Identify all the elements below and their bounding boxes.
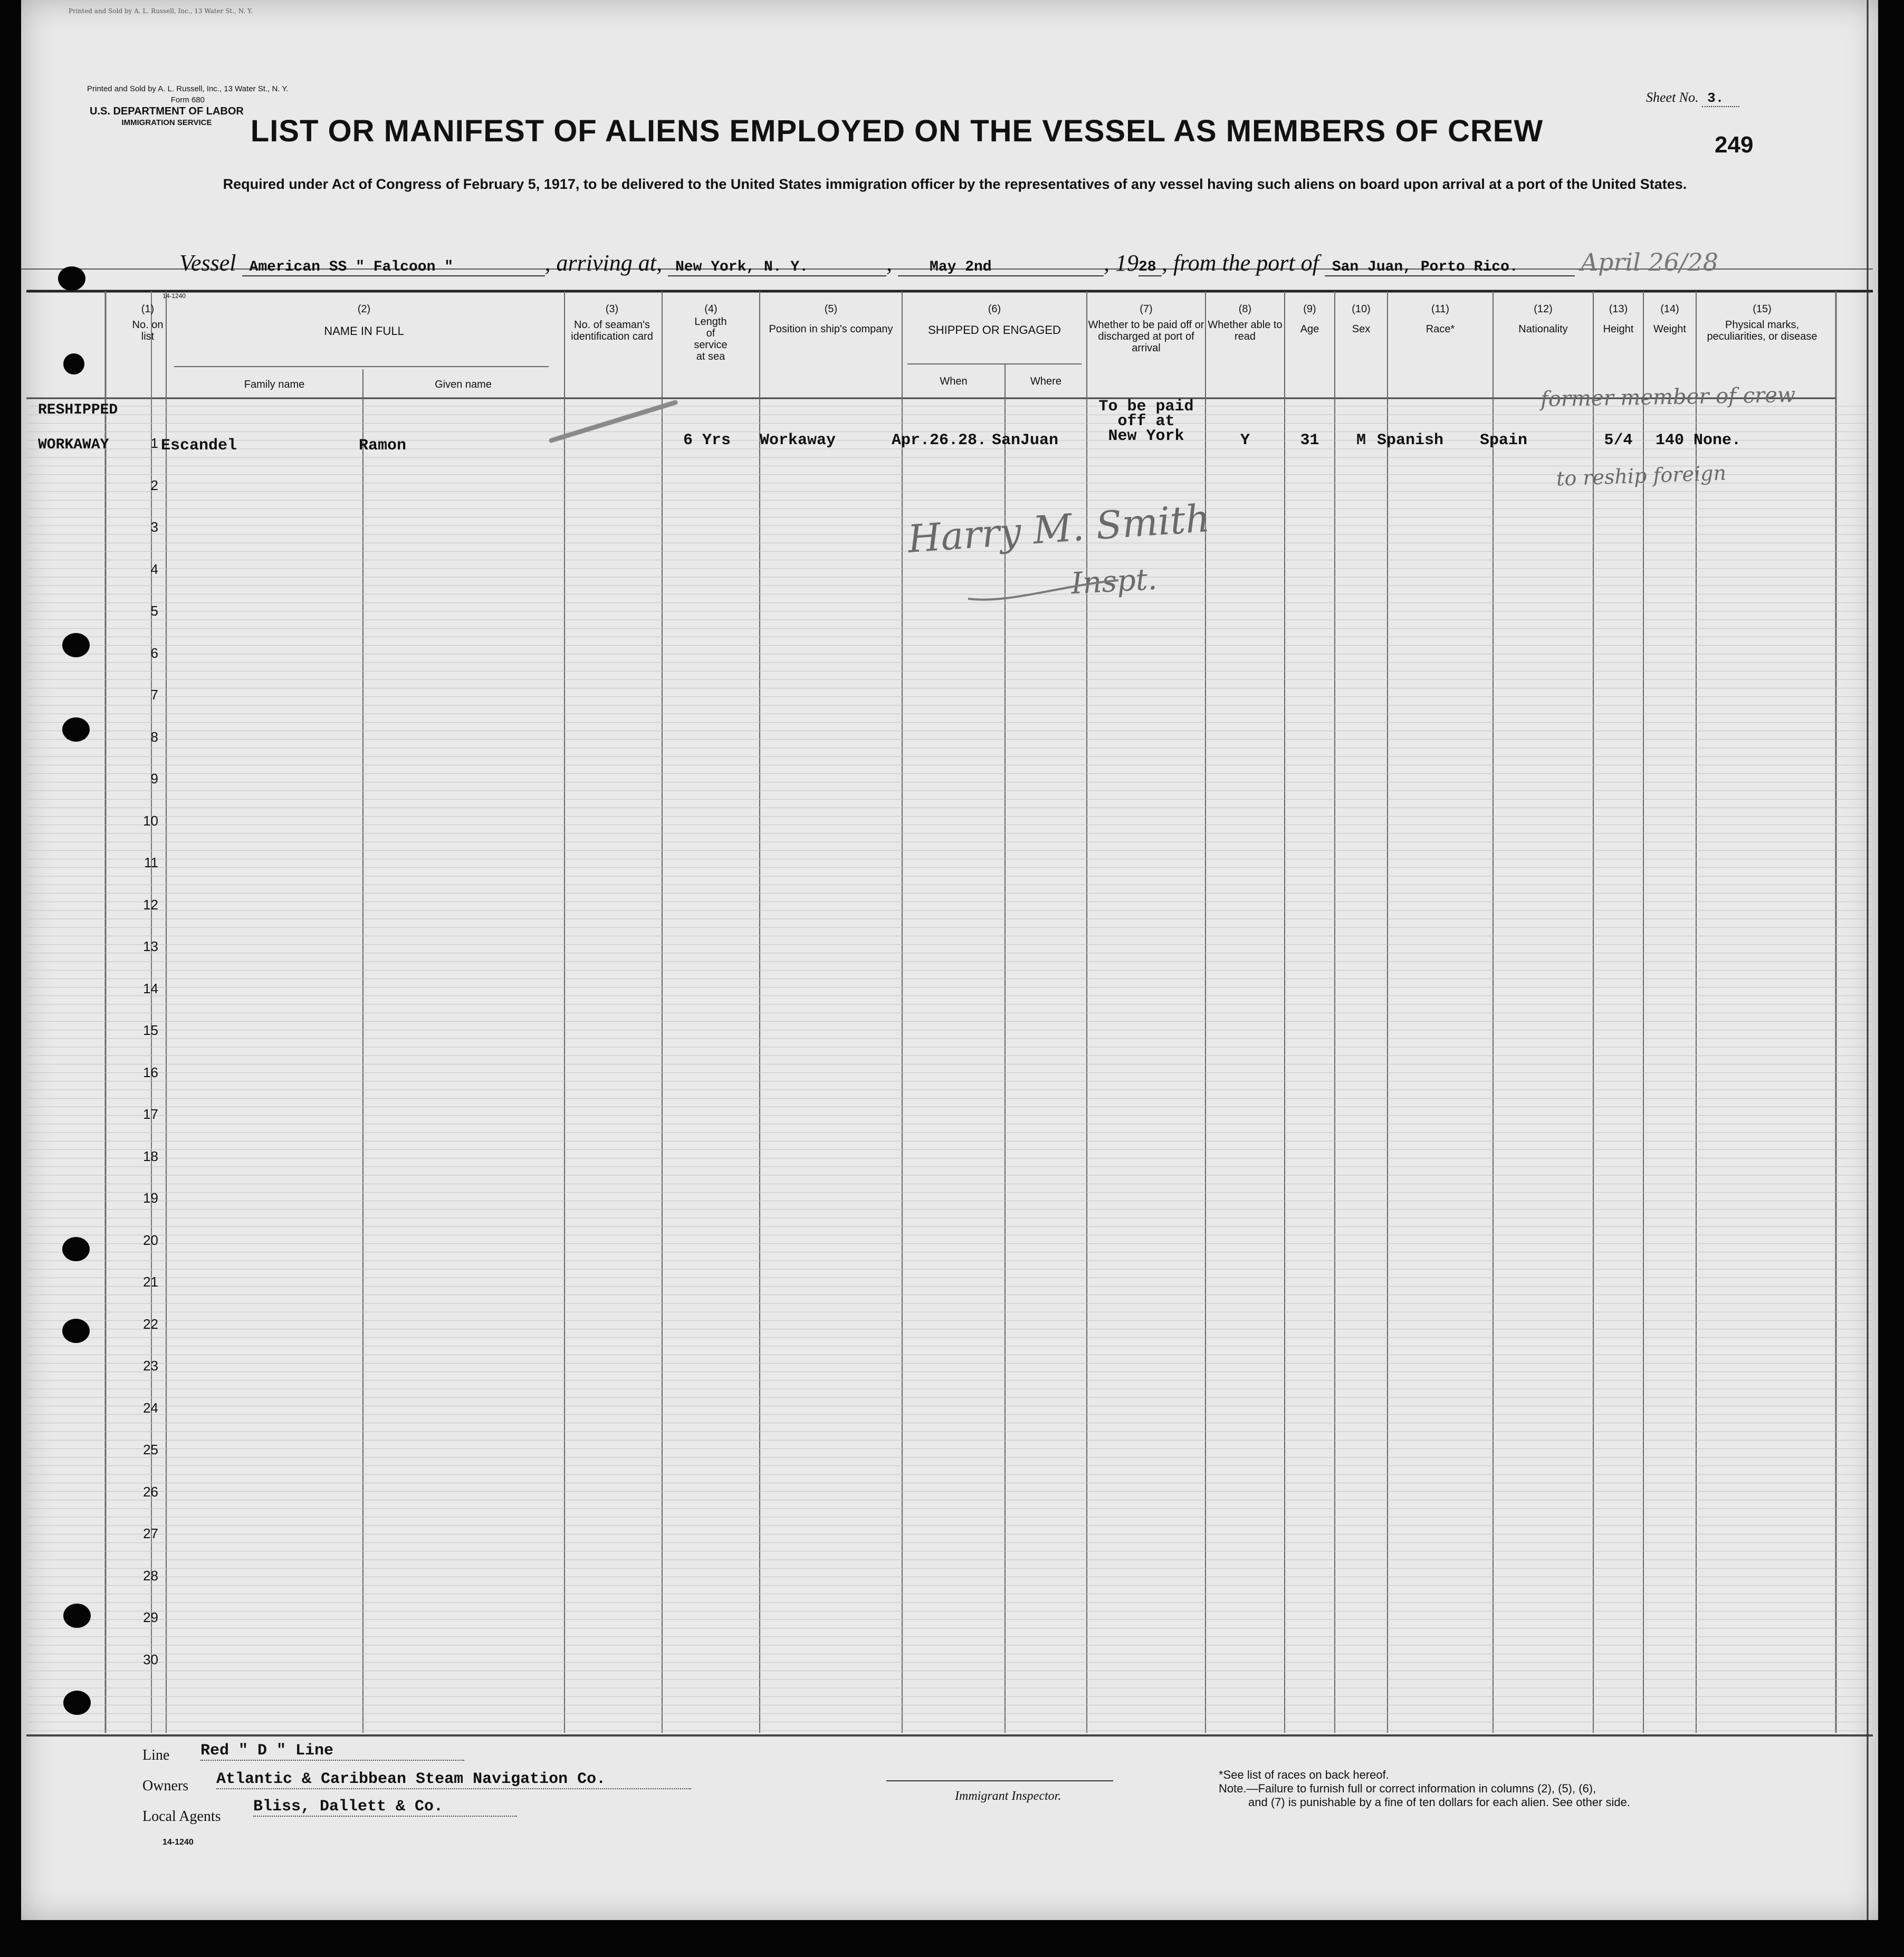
footer-agents-value: Bliss, Dallett & Co. <box>253 1798 517 1817</box>
footer-note-3: and (7) is punishable by a fine of ten dollars for each alien. See other side. <box>1248 1796 1631 1809</box>
entry-where: SanJuan <box>992 431 1059 449</box>
col8-number: (8) <box>1238 303 1252 315</box>
col14-label: Weight <box>1653 323 1686 335</box>
col4-label: Length of service at sea <box>694 316 728 362</box>
reshipped-note: RESHIPPED <box>38 402 118 418</box>
col4-header <box>662 303 760 362</box>
page-number: 249 <box>1715 132 1754 158</box>
col8-label: Whether able to read <box>1208 319 1283 342</box>
arriving-value: New York, N. Y. <box>668 259 886 276</box>
paid-off-line3: New York <box>1108 427 1184 445</box>
col2b-label: Given name <box>435 379 492 390</box>
entry-position: Workaway <box>760 431 836 449</box>
row-number: 28 <box>143 1567 158 1584</box>
row-number: 27 <box>143 1526 158 1541</box>
col5-header <box>760 303 902 335</box>
year-prefix: , 19 <box>1103 250 1138 276</box>
col14-header <box>1643 303 1696 335</box>
entry-family-name: Escandel <box>161 437 237 455</box>
footer-note-2: Note.—Failure to furnish full or correct information in columns (2), (5), (6), <box>1219 1782 1596 1795</box>
inspector-label: Immigrant Inspector. <box>955 1789 1061 1803</box>
punch-hole <box>63 1691 91 1715</box>
punch-hole <box>58 266 85 291</box>
row-number: 24 <box>143 1399 158 1416</box>
col3-number: (3) <box>605 303 619 315</box>
col6a-label: When <box>940 376 968 387</box>
vessel-value: American SS " Falcoon " <box>242 259 545 276</box>
row-number: 3 <box>150 519 158 535</box>
sheet-number-label: Sheet No. <box>1646 90 1699 105</box>
col13-label: Height <box>1603 323 1634 335</box>
year-value: 28 <box>1138 259 1162 276</box>
col12-header <box>1493 303 1593 335</box>
inspector-signature-line <box>886 1780 1113 1781</box>
entry-when: Apr.26.28. <box>892 431 987 449</box>
row-number: 20 <box>143 1232 158 1248</box>
col10-number: (10) <box>1352 303 1371 315</box>
punch-hole <box>62 1319 90 1343</box>
col5-number: (5) <box>824 303 838 315</box>
col8-header <box>1205 303 1285 342</box>
page-subtitle: Required under Act of Congress of February 5, 1917, to be delivered to the United States immigration officer by the representatives of any vessel having such aliens on board upon arrival at a port of the United States. <box>223 176 1687 192</box>
col15-label: Physical marks, peculiarities, or disease <box>1707 319 1817 342</box>
col11-number: (11) <box>1431 303 1450 315</box>
col7-header <box>1087 303 1205 354</box>
entry-race: Spanish <box>1377 431 1444 449</box>
col1-number: (1) <box>141 303 155 315</box>
top-printer-strip: Printed and Sold by A. L. Russell, Inc., 13 Water St., N. Y. <box>69 7 253 15</box>
punch-hole <box>62 1237 90 1261</box>
punch-hole <box>62 717 90 742</box>
row-number: 1 <box>150 435 158 451</box>
col3-dash-mark <box>546 398 683 446</box>
entry-given-name: Ramon <box>359 437 407 455</box>
sheet-number <box>1646 90 1739 106</box>
footer-notes <box>1219 1768 1630 1809</box>
paid-off-line2: off at <box>1117 412 1175 430</box>
footer-form-code: 14-1240 <box>162 1838 194 1847</box>
printer-line: Printed and Sold by A. L. Russell, Inc., 13 Water St., N. Y. <box>87 84 289 93</box>
row-number: 10 <box>143 812 158 829</box>
row-number: 15 <box>143 1022 158 1038</box>
col15-number: (15) <box>1753 303 1772 315</box>
punch-hole <box>62 633 90 657</box>
entry-sex: M <box>1356 431 1366 449</box>
form-number: Form 680 <box>170 95 205 104</box>
handwritten-remark-1: former member of crew <box>1540 382 1796 412</box>
row-number: 23 <box>143 1358 158 1374</box>
row-number: 26 <box>143 1483 158 1500</box>
row-number: 2 <box>150 477 158 493</box>
col14-number: (14) <box>1660 303 1679 315</box>
footer-note-1: *See list of races on back hereof. <box>1219 1768 1389 1781</box>
paid-off-line1: To be paid <box>1098 398 1194 416</box>
signature-flourish <box>965 575 1124 607</box>
inspector-signature: Harry M. Smith <box>906 496 1211 561</box>
col12-number: (12) <box>1534 303 1553 315</box>
manifest-sheet <box>21 0 1878 1920</box>
row-number: 29 <box>143 1609 158 1625</box>
sheet-number-value: 3. <box>1702 90 1739 107</box>
row-number: 21 <box>143 1274 158 1290</box>
workaway-note: WORKAWAY <box>38 437 109 453</box>
row-number: 7 <box>150 687 158 703</box>
row-number: 6 <box>150 645 158 661</box>
entry-height: 5/4 <box>1604 431 1633 449</box>
col11-label: Race* <box>1425 323 1455 335</box>
footer-agents-label: Local Agents <box>142 1808 221 1825</box>
col7-label: Whether to be paid off or discharged at port of arrival <box>1088 319 1204 354</box>
col15-header <box>1696 303 1828 342</box>
col3-label: No. of seaman's identification card <box>571 319 653 342</box>
port-label: , from the port of <box>1161 250 1319 276</box>
col12-label: Nationality <box>1518 323 1568 335</box>
row-number: 16 <box>143 1064 158 1080</box>
ruled-grid <box>21 0 1878 1920</box>
col6b-label: Where <box>1030 376 1061 387</box>
row-number: 9 <box>150 771 158 786</box>
col11-header <box>1388 303 1493 335</box>
inspector-signature-title: Inspt. <box>1070 562 1158 601</box>
footer-owners-label: Owners <box>142 1778 189 1794</box>
header-form-code: 14-1240 <box>162 292 186 300</box>
row-number: 25 <box>143 1442 158 1457</box>
date-value: May 2nd <box>898 259 1104 276</box>
col2a-label: Family name <box>244 379 305 390</box>
footer-owners-value: Atlantic & Caribbean Steam Navigation Co. <box>216 1770 691 1789</box>
col2-header <box>174 303 554 337</box>
row-number: 8 <box>150 728 158 745</box>
row-number: 19 <box>143 1190 158 1206</box>
printer-imprint <box>87 83 289 105</box>
vessel-label: Vessel <box>179 250 236 276</box>
punch-hole <box>63 353 84 375</box>
col10-header <box>1335 303 1388 335</box>
col6-header <box>902 303 1087 336</box>
col5-label: Position in ship's company <box>769 323 893 335</box>
col2-number: (2) <box>357 303 371 315</box>
col1-header <box>127 303 169 342</box>
row-number: 30 <box>143 1651 158 1667</box>
row-number: 22 <box>143 1316 158 1332</box>
entry-nationality: Spain <box>1480 431 1528 449</box>
footer-line-label: Line <box>142 1747 170 1763</box>
col10-label: Sex <box>1352 323 1371 335</box>
row-number: 11 <box>144 855 158 870</box>
col9-label: Age <box>1300 323 1319 335</box>
entry-weight: 140 <box>1655 431 1684 449</box>
service-name: IMMIGRATION SERVICE <box>121 118 212 127</box>
row-number: 17 <box>143 1106 158 1122</box>
arriving-label: , arriving at, <box>544 250 662 276</box>
col6-number: (6) <box>988 303 1001 315</box>
col13-number: (13) <box>1609 303 1628 315</box>
handwritten-date: April 26/28 <box>1580 248 1719 276</box>
col2-label: NAME IN FULL <box>324 324 404 338</box>
footer-line-value: Red " D " Line <box>200 1742 464 1761</box>
col9-header <box>1285 303 1335 335</box>
vessel-line: Vessel American SS " Falcoon " , arriving at, New York, N. Y. , May 2nd , 1928 , from the port of San Juan, Porto Rico. April 26/28 <box>179 248 1719 276</box>
row-number: 14 <box>143 980 158 996</box>
col6-label: SHIPPED OR ENGAGED <box>928 323 1061 337</box>
col4-number: (4) <box>704 303 717 315</box>
col3-header <box>564 303 659 342</box>
row-number: 4 <box>150 561 158 577</box>
entry-age: 31 <box>1300 431 1319 449</box>
entry-paid-off <box>1087 399 1205 444</box>
row-number: 5 <box>150 603 158 619</box>
handwritten-remark-2: to reship foreign <box>1556 461 1727 491</box>
punch-hole <box>63 1604 91 1628</box>
row-number: 12 <box>143 896 158 913</box>
col1-label: No. on list <box>132 319 164 342</box>
col7-number: (7) <box>1140 303 1153 315</box>
entry-read: Y <box>1240 431 1250 449</box>
row-number: 18 <box>143 1148 158 1164</box>
department-name: U.S. DEPARTMENT OF LABOR <box>90 105 244 117</box>
row-number: 13 <box>143 938 158 954</box>
col9-number: (9) <box>1303 303 1316 315</box>
entry-service: 6 Yrs <box>683 431 731 449</box>
entry-marks: None. <box>1693 431 1742 449</box>
col13-header <box>1593 303 1643 335</box>
port-value: San Juan, Porto Rico. <box>1325 259 1575 276</box>
page-title: LIST OR MANIFEST OF ALIENS EMPLOYED ON THE VESSEL AS MEMBERS OF CREW <box>250 114 1544 148</box>
